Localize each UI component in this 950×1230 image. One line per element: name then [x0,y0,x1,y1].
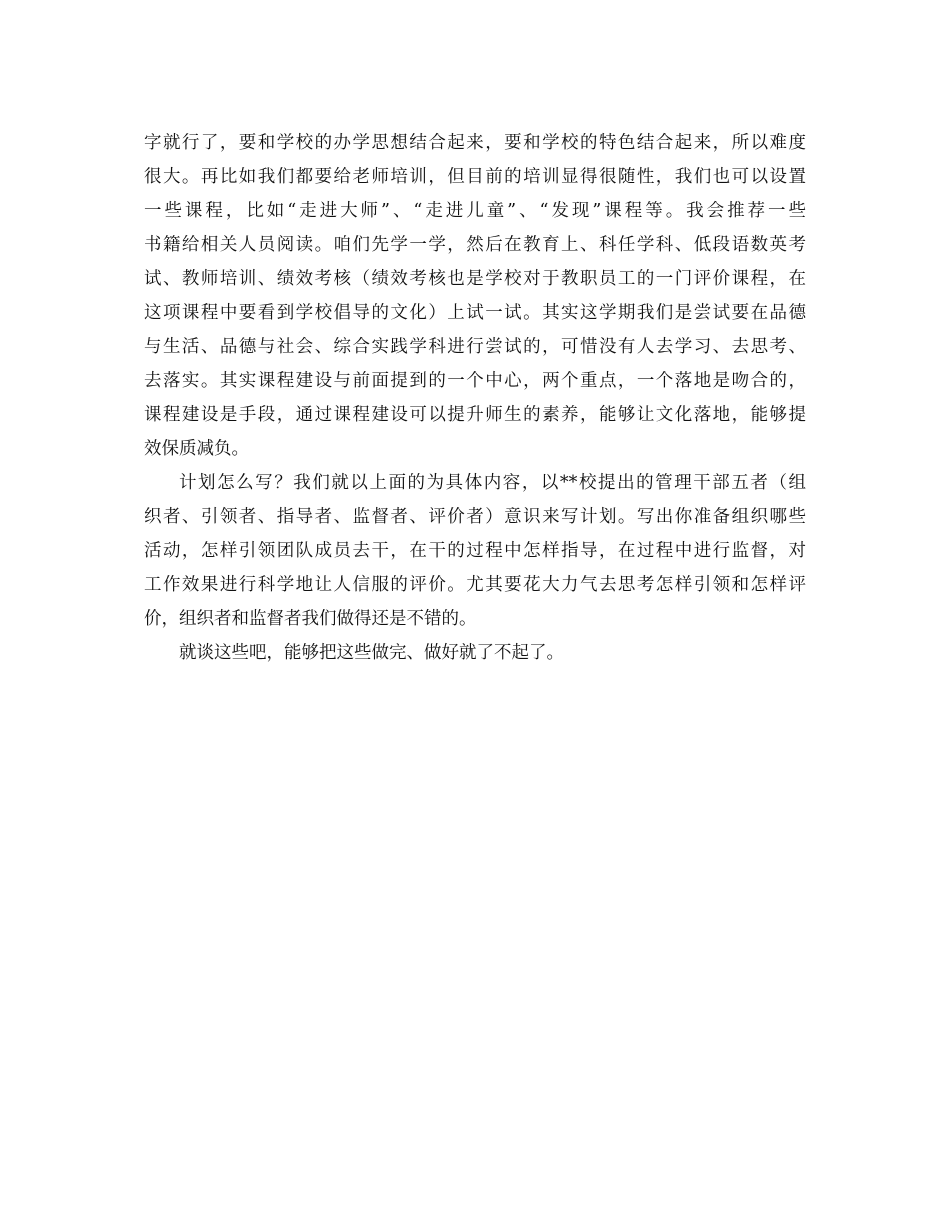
paragraph-line: 试、教师培训、绩效考核（绩效考核也是学校对于教职员工的一门评价课程，在 [144,269,806,289]
paragraph-line: 价，组织者和监督者我们做得还是不错的。 [144,609,477,629]
paragraph-line: 与生活、品德与社会、综合实践学科进行尝试的，可惜没有人去学习、去思考、 [144,337,806,357]
paragraph-line: 计划怎么写？我们就以上面的为具体内容，以**校提出的管理干部五者（组 [179,473,806,493]
paragraph-line: 去落实。其实课程建设与前面提到的一个中心，两个重点，一个落地是吻合的， [144,371,806,391]
paragraph-line: 织者、引领者、指导者、监督者、评价者）意识来写计划。写出你准备组织哪些 [144,507,806,527]
paragraph-line: 书籍给相关人员阅读。咱们先学一学，然后在教育上、科任学科、低段语数英考 [144,235,806,255]
paragraph-1 [144,126,806,466]
paragraph-2 [144,466,806,636]
paragraph-3 [144,636,806,670]
paragraph-line: 工作效果进行科学地让人信服的评价。尤其要花大力气去思考怎样引领和怎样评 [144,575,806,595]
paragraph-line: 就谈这些吧，能够把这些做完、做好就了不起了。 [179,643,564,663]
paragraph-line: 字就行了，要和学校的办学思想结合起来，要和学校的特色结合起来，所以难度 [144,133,806,153]
paragraph-line: 效保质减负。 [144,439,249,459]
paragraph-line: 一些课程，比如“走进大师”、“走进儿童”、“发现”课程等。我会推荐一些 [144,201,806,221]
document-body [144,126,806,670]
paragraph-line: 课程建设是手段，通过课程建设可以提升师生的素养，能够让文化落地，能够提 [144,405,806,425]
paragraph-line: 这项课程中要看到学校倡导的文化）上试一试。其实这学期我们是尝试要在品德 [144,303,806,323]
paragraph-line: 活动，怎样引领团队成员去干，在干的过程中怎样指导，在过程中进行监督，对 [144,541,806,561]
paragraph-line: 很大。再比如我们都要给老师培训，但目前的培训显得很随性，我们也可以设置 [144,167,806,187]
